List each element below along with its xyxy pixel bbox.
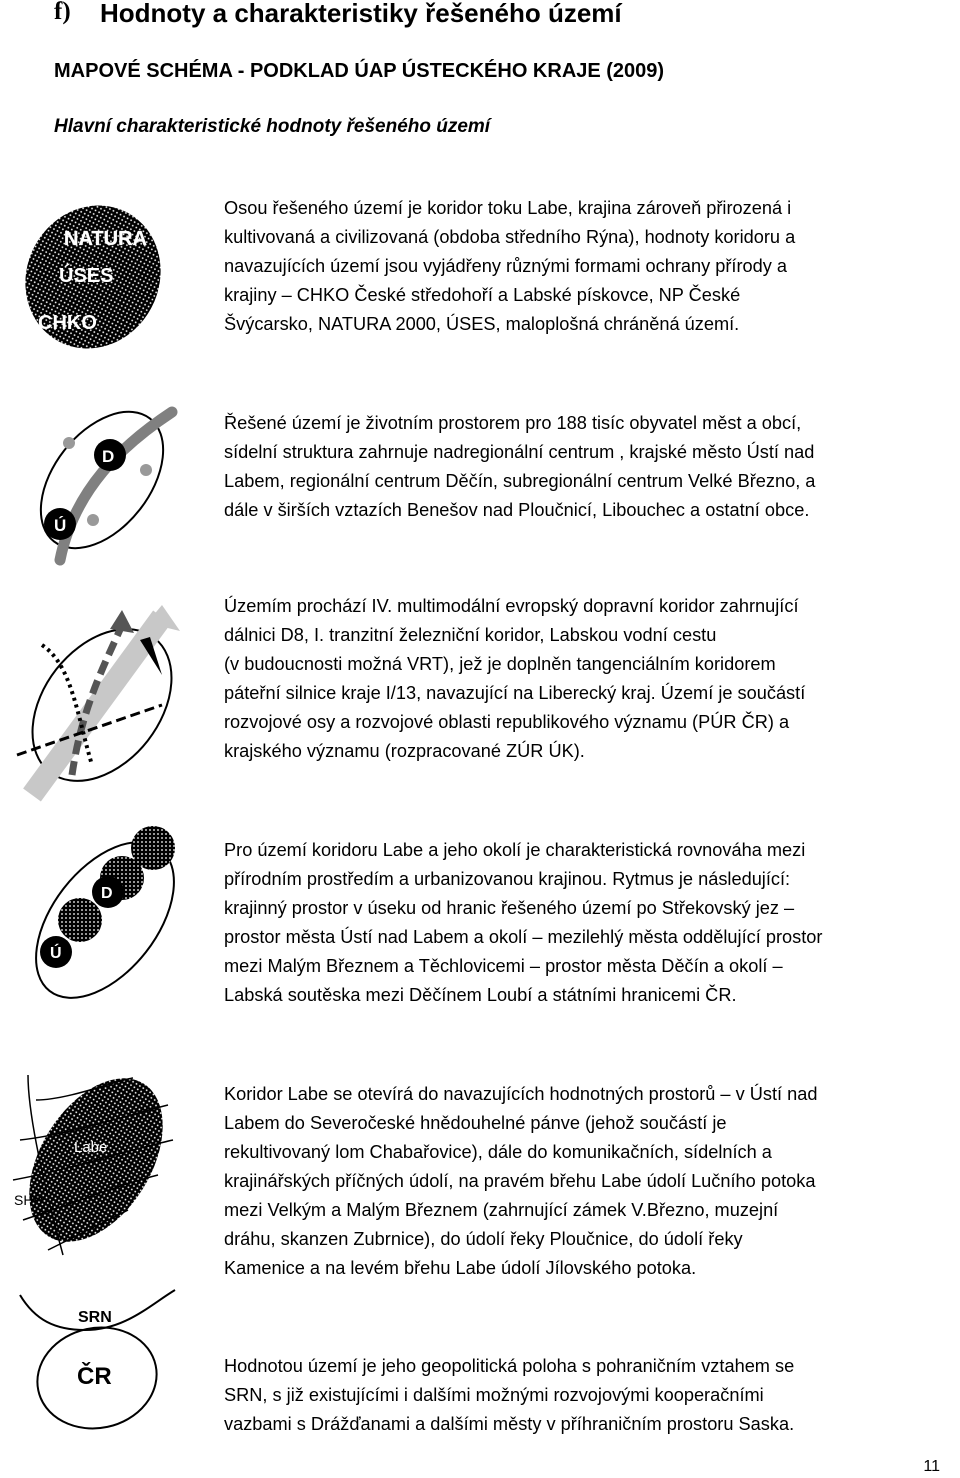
text-line: Pro území koridoru Labe a jeho okolí je charakteristická rovnováha mezi — [224, 840, 806, 860]
text-line: Koridor Labe se otevírá do navazujících hodnotných prostorů – v Ústí nad — [224, 1084, 818, 1104]
labe-corridor-icon — [8, 1060, 183, 1260]
text-line: navazujících území jsou vyjádřeny různými formami ochrany přírody a — [224, 256, 788, 276]
decin-label: D — [101, 885, 113, 902]
text-line: Řešené území je životním prostorem pro 188 tisíc obyvatel měst a obcí, — [224, 413, 802, 433]
text-line: Hodnotou území je jeho geopolitická poloha s pohraničním vztahem se — [224, 1356, 795, 1376]
text-line: krajského významu (rozpracované ZÚR ÚK). — [224, 741, 585, 761]
text-line: mezi Malým Březnem a Těchlovicemi – prostor města Děčín a okolí – — [224, 956, 783, 976]
section-balance — [224, 836, 822, 1010]
usti-label: Ú — [50, 945, 62, 962]
decin-label: D — [102, 447, 115, 466]
text-line: rozvojové osy a rozvojové oblasti republikového významu (PÚR ČR) a — [224, 712, 790, 732]
text-line: přírodním prostředím a urbanizovanou krajinou. Rytmus je následující: — [224, 869, 791, 889]
chko-label: CHKO — [38, 312, 97, 334]
settlement-structure-icon — [22, 400, 182, 560]
text-line: (v budoucnosti možná VRT), jež je doplněn tangenciálním koridorem — [224, 654, 776, 674]
labe-label: Labe — [74, 1139, 108, 1156]
cr-label: ČR — [77, 1363, 112, 1390]
usti-label: Ú — [54, 516, 67, 535]
text-line: Labská soutěska mezi Děčínem Loubí a státními hranicemi ČR. — [224, 985, 737, 1005]
text-line: krajiny – CHKO České středohoří a Labské pískovce, NP České — [224, 285, 741, 305]
text-line: rekultivovaný lom Chabařovice), dále do komunikačních, sídelních a — [224, 1142, 772, 1162]
page-number: 11 — [923, 1458, 940, 1475]
text-line: SRN, s již existujícími i dalšími možnými rozvojovými kooperačními — [224, 1385, 764, 1405]
section-labe-corridor — [224, 1080, 817, 1283]
nature-protection-icon — [18, 195, 168, 355]
section-settlement — [224, 409, 815, 525]
natura-label: NATURA — [64, 228, 147, 250]
section-heading: Hlavní charakteristické hodnoty řešeného území — [54, 116, 491, 137]
text-line: páteřní silnice kraje I/13, navazující na Liberecký kraj. Území je součástí — [224, 683, 806, 703]
text-line: Labem, regionální centrum Děčín, subregionální centrum Velké Březno, a — [224, 471, 816, 491]
text-line: dálnici D8, I. tranzitní železniční koridor, Labskou vodní cestu — [224, 625, 717, 645]
text-line: Labem do Severočeské hnědouhelné pánve (jehož součástí je — [224, 1113, 727, 1133]
text-line: Kamenice a na levém břehu Labe údolí Jílovského potoka. — [224, 1258, 697, 1278]
text-line: mezi Velkým a Malým Březnem (zahrnující zámek V.Březno, muzejní — [224, 1200, 779, 1220]
landscape-balance-icon — [20, 820, 190, 1010]
text-line: vazbami s Drážďanami a dalšími městy v příhraničním prostoru Saska. — [224, 1414, 795, 1434]
shp-label: SHP — [14, 1192, 43, 1208]
section-nature — [224, 194, 795, 339]
text-line: krajinářských příčných údolí, na pravém břehu Labe údolí Lučního potoka — [224, 1171, 816, 1191]
text-line: prostor města Ústí nad Labem a okolí – mezilehlý města oddělující prostor — [224, 927, 823, 947]
text-line: Územím prochází IV. multimodální evropský dopravní koridor zahrnující — [224, 596, 799, 616]
text-line: sídelní struktura zahrnuje nadregionální centrum , krajské město Ústí nad — [224, 442, 815, 462]
map-scheme-subtitle: MAPOVÉ SCHÉMA - PODKLAD ÚAP ÚSTECKÉHO KRAJE (2009) — [54, 60, 665, 82]
section-number: f) — [54, 0, 71, 25]
section-transport — [224, 592, 805, 766]
uses-label: ÚSES — [59, 265, 114, 287]
text-line: Osou řešeného území je koridor toku Labe, krajina zároveň přirozená i — [224, 198, 792, 218]
transport-corridor-icon — [12, 605, 187, 800]
text-line: dále v širších vztazích Benešov nad Ploučnicí, Libouchec a ostatní obce. — [224, 500, 810, 520]
text-line: dráhu, skanzen Zubrnice), do údolí řeky Ploučnice, do údolí řeky — [224, 1229, 743, 1249]
page-title: Hodnoty a charakteristiky řešeného území — [100, 0, 622, 28]
text-line: kultivovaná a civilizovaná (obdoba středního Rýna), hodnoty koridoru a — [224, 227, 796, 247]
text-line: Švýcarsko, NATURA 2000, ÚSES, maloplošná chráněná území. — [224, 314, 740, 334]
text-line: krajinný prostor v úseku od hranic řešeného území po Střekovský jez – — [224, 898, 795, 918]
srn-label: SRN — [78, 1309, 112, 1326]
state-border-icon — [15, 1290, 185, 1430]
section-geopolitics — [224, 1352, 794, 1439]
